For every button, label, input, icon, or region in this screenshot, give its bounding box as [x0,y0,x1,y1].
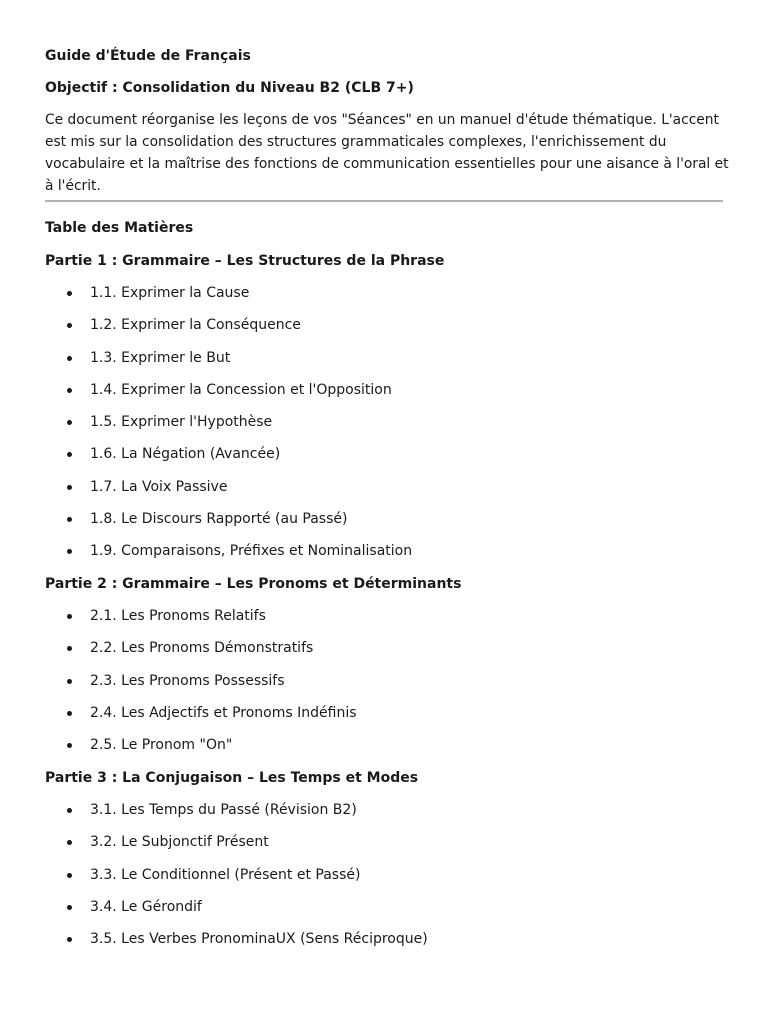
toc-item-1-5[interactable] [45,412,412,444]
document-intro: Ce document réorganise les leçons de vos "Séances" en un manuel d'étude thématique. L'accent est mis sur la consolidation des structures grammaticales complexes, l'enrichissement du vocabulaire et la maîtrise des fonctions de communication essentielles pour une aisance à l'oral et à l'écrit. [45,112,729,194]
bullet-icon [67,743,72,748]
part-2-list [45,606,357,767]
bullet-icon [67,388,72,393]
bullet-icon [67,808,72,813]
toc-item-label: 3.5. Les Verbes PronominaUX (Sens Réciproque) [90,931,428,948]
toc-item-1-1[interactable] [45,283,412,315]
bullet-icon [67,452,72,457]
toc-item-label: 3.3. Le Conditionnel (Présent et Passé) [90,866,361,883]
toc-item-label: 1.2. Exprimer la Conséquence [90,317,301,334]
bullet-icon [67,711,72,716]
toc-item-2-3[interactable] [45,671,357,703]
toc-title: Table des Matières [45,220,194,236]
toc-item-label: 2.5. Le Pronom "On" [90,737,233,754]
toc-item-label: 2.4. Les Adjectifs et Pronoms Indéfinis [90,704,357,721]
part-3-list [45,800,428,961]
toc-item-3-4[interactable] [45,897,428,929]
bullet-icon [67,873,72,878]
toc-item-1-9[interactable] [45,541,412,573]
toc-item-3-1[interactable] [45,800,428,832]
toc-item-label: 1.8. Le Discours Rapporté (au Passé) [90,511,348,528]
toc-item-label: 1.6. La Négation (Avancée) [90,446,281,463]
part-3-heading: Partie 3 : La Conjugaison – Les Temps et Modes [45,770,419,786]
toc-item-1-6[interactable] [45,444,412,476]
part-1-list [45,283,412,574]
toc-item-1-4[interactable] [45,380,412,412]
toc-item-label: 3.4. Le Gérondif [90,898,202,915]
bullet-icon [67,291,72,296]
part-2-heading: Partie 2 : Grammaire – Les Pronoms et Déterminants [45,576,462,592]
bullet-icon [67,356,72,361]
bullet-icon [67,420,72,425]
part-1-heading: Partie 1 : Grammaire – Les Structures de la Phrase [45,253,445,269]
toc-item-label: 2.1. Les Pronoms Relatifs [90,608,266,624]
toc-item-label: 2.2. Les Pronoms Démonstratifs [90,640,314,657]
bullet-icon [67,517,72,522]
section-divider [45,200,723,202]
toc-item-1-2[interactable] [45,315,412,347]
document-title: Guide d'Étude de Français [45,48,251,64]
toc-item-label: 1.3. Exprimer le But [90,349,231,366]
toc-item-1-3[interactable] [45,348,412,380]
bullet-icon [67,323,72,328]
document-objective: Objectif : Consolidation du Niveau B2 (CLB 7+) [45,80,414,96]
toc-item-label: 1.9. Comparaisons, Préfixes et Nominalisation [90,543,413,560]
toc-item-1-8[interactable] [45,509,412,541]
toc-item-label: 2.3. Les Pronoms Possessifs [90,672,285,689]
bullet-icon [67,614,72,619]
toc-item-1-7[interactable] [45,477,412,509]
toc-item-label: 1.1. Exprimer la Cause [90,285,250,301]
toc-item-2-4[interactable] [45,703,357,735]
bullet-icon [67,646,72,651]
bullet-icon [67,679,72,684]
toc-item-3-5[interactable] [45,929,428,961]
toc-item-3-2[interactable] [45,832,428,864]
toc-item-2-1[interactable] [45,606,357,638]
toc-item-label: 1.7. La Voix Passive [90,478,228,495]
bullet-icon [67,937,72,942]
bullet-icon [67,485,72,490]
toc-item-label: 3.2. Le Subjonctif Présent [90,834,269,851]
toc-item-label: 1.4. Exprimer la Concession et l'Opposition [90,381,392,398]
toc-item-2-5[interactable] [45,735,357,767]
toc-item-label: 1.5. Exprimer l'Hypothèse [90,414,273,431]
toc-item-3-3[interactable] [45,865,428,897]
bullet-icon [67,549,72,554]
toc-item-2-2[interactable] [45,638,357,670]
bullet-icon [67,905,72,910]
bullet-icon [67,840,72,845]
toc-item-label: 3.1. Les Temps du Passé (Révision B2) [90,802,357,818]
